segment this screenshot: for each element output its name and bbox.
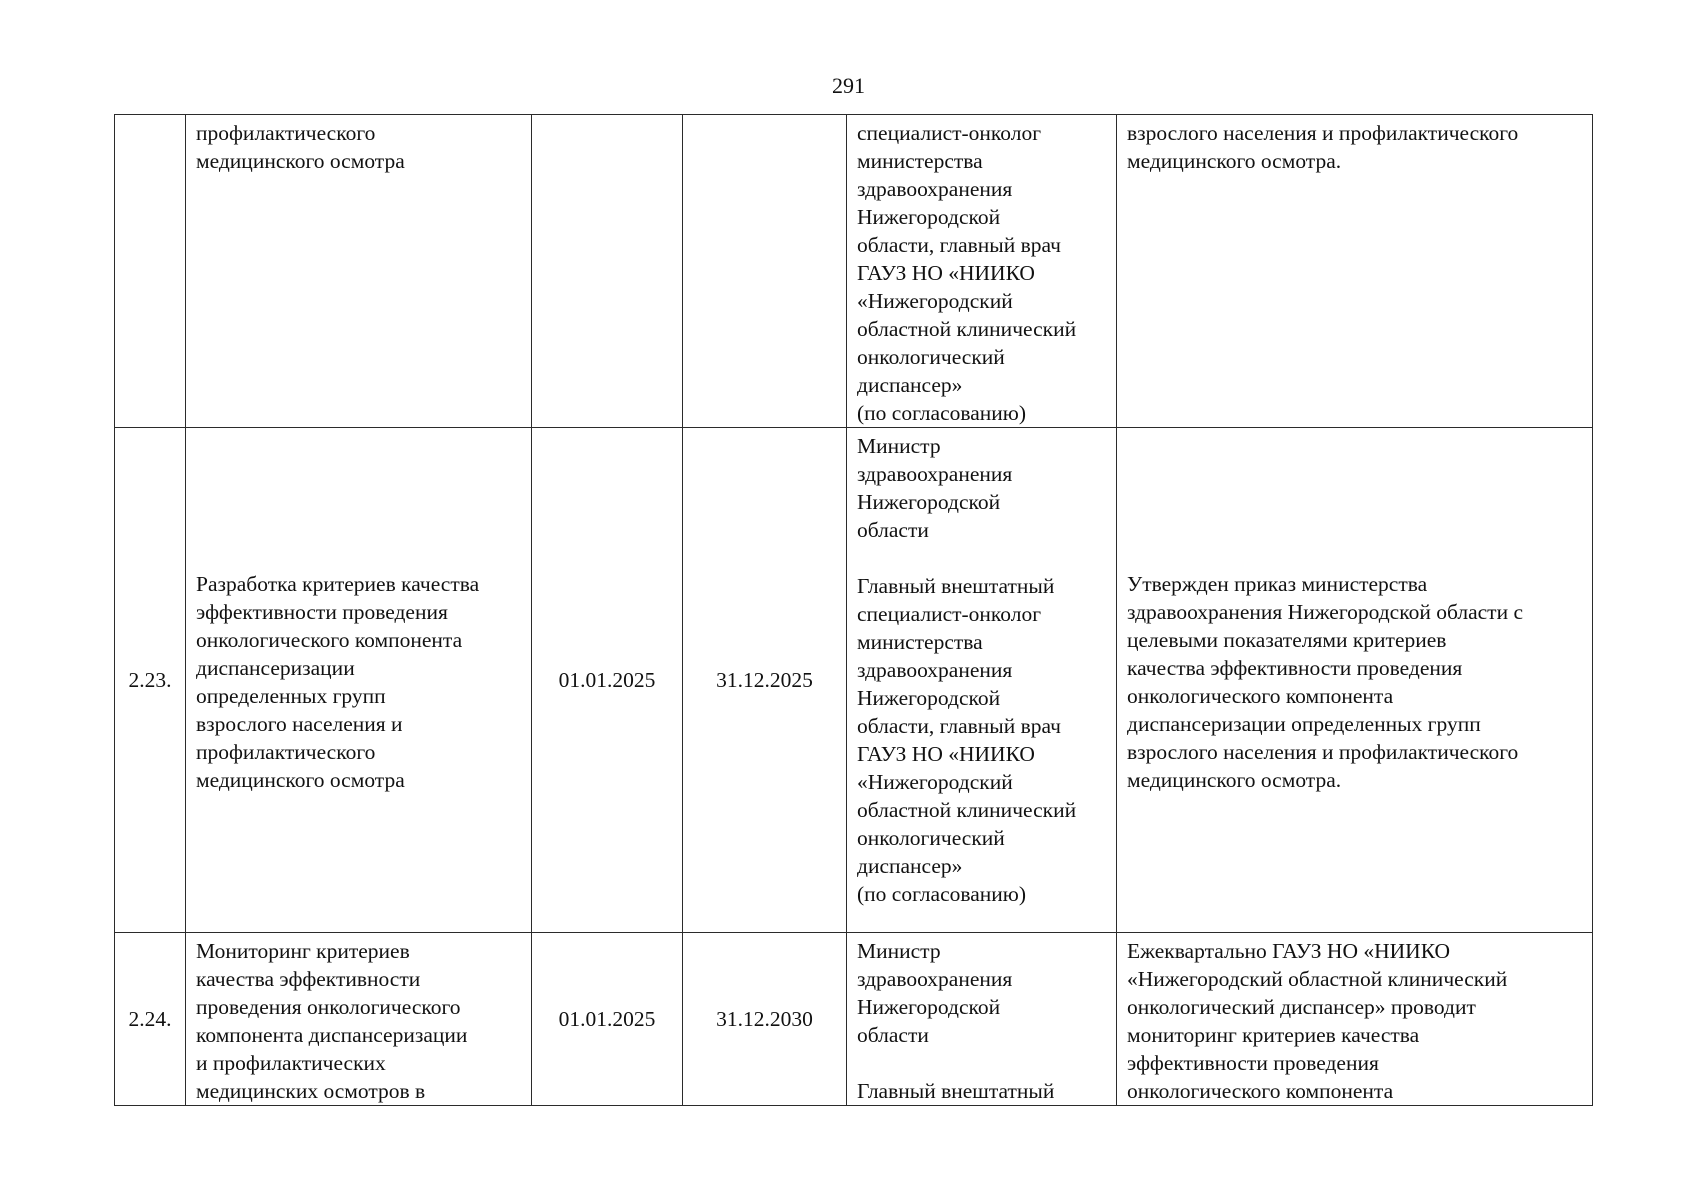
end-date-cell: 31.12.2025 bbox=[683, 428, 847, 933]
row-number: 2.23. bbox=[115, 428, 186, 933]
start-date-cell bbox=[532, 115, 683, 428]
responsible-cell: специалист-онколог министерства здравоохранения Нижегородской области, главный врач ГАУЗ НО «НИИКО «Нижегородский областной клинический онкологический диспансер» (по согласованию) bbox=[847, 115, 1117, 428]
row-number: 2.24. bbox=[115, 933, 186, 1106]
action-plan-table bbox=[114, 114, 1593, 1106]
result-cell: Утвержден приказ министерства здравоохранения Нижегородской области с целевыми показателями критериев качества эффективности проведения онкологического компонента диспансеризации определенных групп взрослого населения и профилактического медицинского осмотра. bbox=[1117, 428, 1593, 933]
table-row bbox=[115, 933, 1593, 1106]
event-cell: Разработка критериев качества эффективности проведения онкологического компонента диспансеризации определенных групп взрослого населения и профилактического медицинского осмотра bbox=[186, 428, 532, 933]
event-cell: Мониторинг критериев качества эффективности проведения онкологического компонента диспансеризации и профилактических медицинских осмотров в bbox=[186, 933, 532, 1106]
table-row bbox=[115, 115, 1593, 428]
result-cell: Ежеквартально ГАУЗ НО «НИИКО «Нижегородский областной клинический онкологический диспансер» проводит мониторинг критериев качества эффективности проведения онкологического компонента bbox=[1117, 933, 1593, 1106]
end-date-cell bbox=[683, 115, 847, 428]
table-row bbox=[115, 428, 1593, 933]
responsible-cell: Министр здравоохранения Нижегородской области Главный внештатный специалист-онколог министерства здравоохранения Нижегородской области, главный врач ГАУЗ НО «НИИКО «Нижегородский областной клинический онкологический диспансер» (по согласованию) bbox=[847, 428, 1117, 933]
end-date-cell: 31.12.2030 bbox=[683, 933, 847, 1106]
row-number bbox=[115, 115, 186, 428]
result-cell: взрослого населения и профилактического медицинского осмотра. bbox=[1117, 115, 1593, 428]
responsible-cell: Министр здравоохранения Нижегородской области Главный внештатный bbox=[847, 933, 1117, 1106]
event-cell: профилактического медицинского осмотра bbox=[186, 115, 532, 428]
start-date-cell: 01.01.2025 bbox=[532, 933, 683, 1106]
start-date-cell: 01.01.2025 bbox=[532, 428, 683, 933]
page-number: 291 bbox=[832, 73, 865, 98]
